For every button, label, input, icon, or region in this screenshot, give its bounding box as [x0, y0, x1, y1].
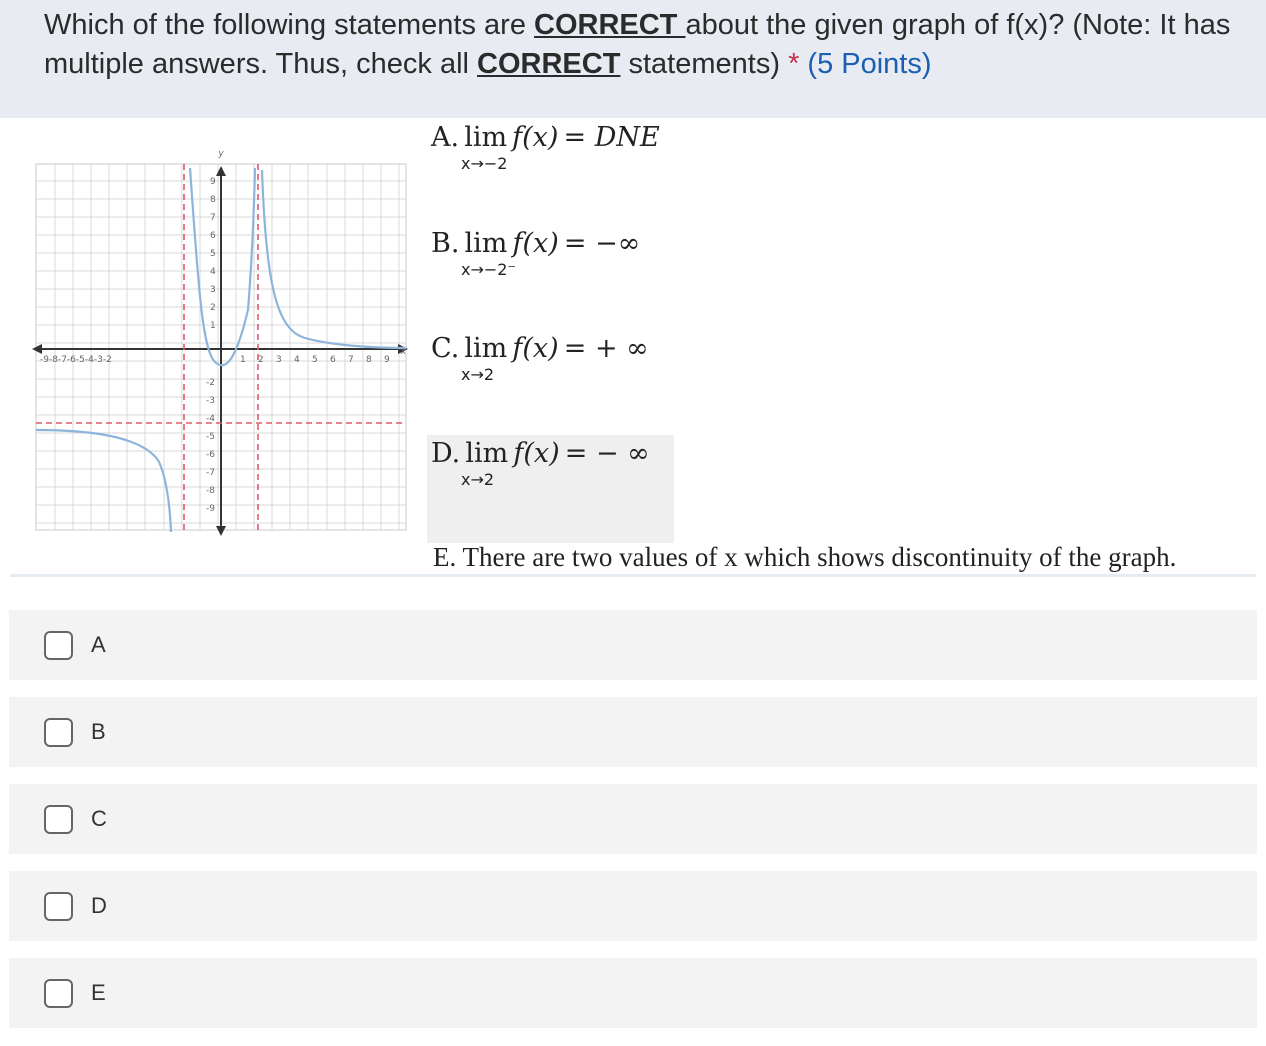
y-tick-neg-2: -2: [206, 378, 215, 388]
question-header: [0, 0, 1266, 118]
question-points: (5 Points): [807, 48, 932, 80]
x-tick-6: 6: [330, 355, 336, 365]
choice-c-label[interactable]: C: [91, 806, 107, 831]
required-mark: *: [788, 48, 800, 80]
choice-e-label[interactable]: E: [91, 980, 106, 1005]
choice-b[interactable]: [9, 697, 1257, 767]
option-d-subscript: x→2: [461, 470, 495, 489]
x-tick-1: 1: [240, 355, 246, 365]
question-figure: [10, 120, 1256, 577]
y-tick-neg-3: -3: [206, 396, 215, 406]
choice-d-label[interactable]: D: [91, 893, 107, 918]
choice-e[interactable]: [9, 958, 1257, 1028]
option-e-statement: E. There are two values of x which shows discontinuity of the graph.: [433, 542, 1177, 572]
option-d-letter: D.: [431, 438, 461, 469]
option-c-lim: lim: [464, 333, 508, 364]
y-tick-9: 9: [210, 177, 216, 187]
x-tick-9: 9: [384, 355, 390, 365]
option-b-statement: [431, 228, 641, 279]
option-c-subscript: x→2: [461, 365, 495, 384]
choice-c[interactable]: [9, 784, 1257, 854]
function-graph: [30, 140, 410, 540]
option-c-letter: C.: [431, 333, 460, 364]
y-tick-5: 5: [210, 249, 216, 259]
y-tick-2: 2: [210, 303, 216, 313]
x-tick-4: 4: [294, 355, 300, 365]
option-b-rhs: = −∞: [563, 228, 641, 259]
x-tick-3: 3: [276, 355, 282, 365]
y-tick-neg-6: -6: [206, 450, 215, 460]
y-tick-neg-5: -5: [206, 432, 215, 442]
option-b-func: f(x): [512, 228, 559, 259]
choice-a[interactable]: [9, 610, 1257, 680]
option-a-rhs: = DNE: [563, 122, 660, 153]
choice-d[interactable]: [9, 871, 1257, 941]
option-d-lim: lim: [465, 438, 509, 469]
question-part1: Which of the following statements are: [44, 9, 535, 41]
y-tick-6: 6: [210, 231, 216, 241]
x-axis-label: x: [400, 347, 406, 357]
choice-a-label[interactable]: A: [91, 632, 106, 657]
y-tick-8: 8: [210, 195, 216, 205]
option-c-rhs: = + ∞: [563, 333, 649, 364]
y-tick-neg-4: -4: [206, 414, 215, 424]
x-tick-7: 7: [348, 355, 354, 365]
y-axis-label: y: [218, 149, 224, 159]
option-c-statement: [431, 333, 649, 384]
y-tick-neg-9: -9: [206, 504, 215, 514]
y-tick-7: 7: [210, 213, 216, 223]
x-tick-8: 8: [366, 355, 372, 365]
y-tick-4: 4: [210, 267, 216, 277]
y-tick-neg-7: -7: [206, 468, 215, 478]
option-c-func: f(x): [512, 333, 559, 364]
choice-b-label[interactable]: B: [91, 719, 106, 744]
neg-x-ticks: -9-8-7-6-5-4-3-2: [40, 355, 112, 365]
question-part2: about the given graph of f(x)? (Note: It has multiple answers. Thus, check all: [44, 9, 1231, 80]
x-tick-5: 5: [312, 355, 318, 365]
option-a-letter: A.: [431, 122, 460, 153]
question-emphasis-correct-2: CORRECT: [477, 48, 621, 80]
option-d-rhs: = − ∞: [564, 438, 650, 469]
question-emphasis-correct: CORRECT: [534, 9, 686, 41]
checkbox-d[interactable]: [44, 892, 73, 921]
option-a-func: f(x): [512, 122, 559, 153]
option-b-lim: lim: [464, 228, 508, 259]
checkbox-c[interactable]: [44, 805, 73, 834]
x-tick-2: 2: [258, 355, 264, 365]
question-part3: statements): [620, 48, 780, 80]
option-d-statement: [431, 438, 650, 489]
question-text: [44, 6, 1234, 84]
option-d-func: f(x): [513, 438, 560, 469]
y-tick-1: 1: [210, 321, 216, 331]
option-a-statement: [431, 122, 660, 173]
option-a-lim: lim: [464, 122, 508, 153]
y-tick-neg-8: -8: [206, 486, 215, 496]
checkbox-a[interactable]: [44, 631, 73, 660]
checkbox-b[interactable]: [44, 718, 73, 747]
option-b-subscript: x→−2⁻: [461, 260, 516, 279]
y-tick-3: 3: [210, 285, 216, 295]
option-a-subscript: x→−2: [461, 154, 508, 173]
option-b-letter: B.: [431, 228, 460, 259]
checkbox-e[interactable]: [44, 979, 73, 1008]
